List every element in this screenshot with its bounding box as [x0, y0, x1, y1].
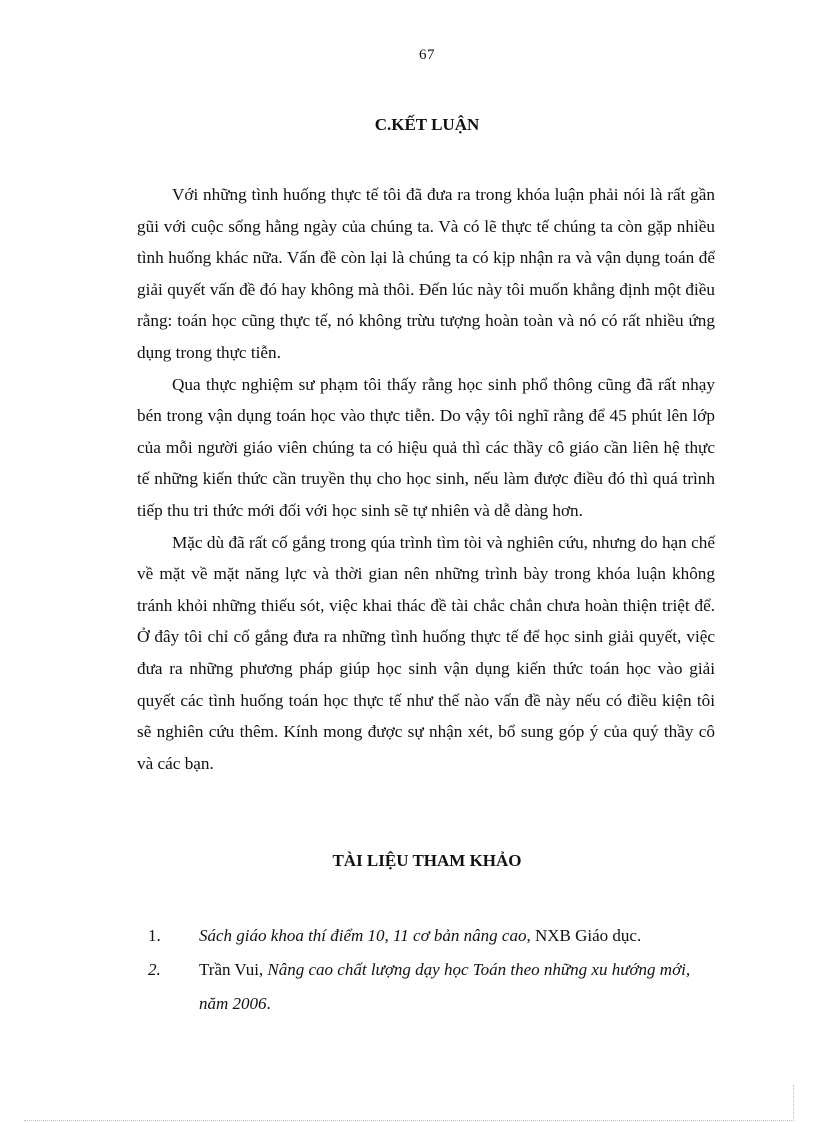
conclusion-title: C.KẾT LUẬN [374, 115, 480, 134]
reference-item-1 [148, 919, 718, 953]
reference-title: Nâng cao chất lượng dạy học Toán theo những xu hướng mới, năm 2006 [199, 960, 691, 1013]
reference-text [199, 953, 718, 1021]
conclusion-paragraph-2: Qua thực nghiệm sư phạm tôi thấy rằng học sinh phổ thông cũng đã rất nhạy bén trong vận dụng toán học vào thực tiễn. Do vậy tôi nghĩ rằng để 45 phút lên lớp của mỗi người giáo viên chúng ta có hiệu quả thì các thầy cô giáo cần liên hệ thực tế những kiến thức cần truyền thụ cho học sinh, nếu làm được điều đó thì quá trình tiếp thu tri thức mới đối với học sinh sẽ tự nhiên và dễ dàng hơn. [137, 374, 715, 520]
page-number: 67 [419, 47, 435, 63]
conclusion-paragraph-1: Với những tình huống thực tế tôi đã đưa ra trong khóa luận phải nói là rất gần gũi với cuộc sống hằng ngày của chúng ta. Và có lẽ thực tế chúng ta còn gặp nhiều tình huống khác nữa. Vấn đề còn lại là chúng ta có kịp nhận ra và vận dụng toán để giải quyết vấn đề đó hay không mà thôi. Đến lúc này tôi muốn khẳng định một điều rằng: toán học cũng thực tế, nó không trừu tượng hoàn toàn và nó có rất nhiều ứng dụng trong thực tiễn. [137, 185, 715, 362]
reference-author: Trần Vui, [199, 960, 268, 979]
reference-number: 1. [148, 926, 161, 945]
reference-publisher: . [266, 994, 271, 1013]
references-title: TÀI LIỆU THAM KHẢO [332, 851, 522, 870]
reference-number: 2. [148, 960, 161, 979]
conclusion-paragraph-3: Mặc dù đã rất cố gắng trong qúa trình tìm tòi và nghiên cứu, nhưng do hạn chế về mặt về mặt năng lực và thời gian nên những trình bày trong khóa luận không tránh khỏi những thiếu sót, việc khai thác đề tài chắc chắn chưa hoàn thiện triệt để. Ở đây tôi chỉ cố gắng đưa ra những tình huống thực tế để học sinh giải quyết, việc đưa ra những phương pháp giúp học sinh vận dụng kiến thức toán học vào giải quyết các tình huống toán học thực tế như thế nào vấn đề này nếu có điều kiện tôi sẽ nghiên cứu thêm. Kính mong được sự nhận xét, bổ sung góp ý của quý thầy cô và các bạn. [137, 532, 715, 773]
page-side-border [793, 1085, 794, 1121]
conclusion-body [137, 179, 715, 779]
reference-publisher: , NXB Giáo dục. [526, 926, 642, 945]
reference-list [148, 919, 718, 1021]
reference-title: Sách giáo khoa thí điểm 10, 11 cơ bản nâng cao [199, 926, 527, 945]
page-bottom-border [24, 1120, 792, 1121]
reference-text [199, 919, 718, 953]
reference-item-2 [148, 953, 718, 1021]
